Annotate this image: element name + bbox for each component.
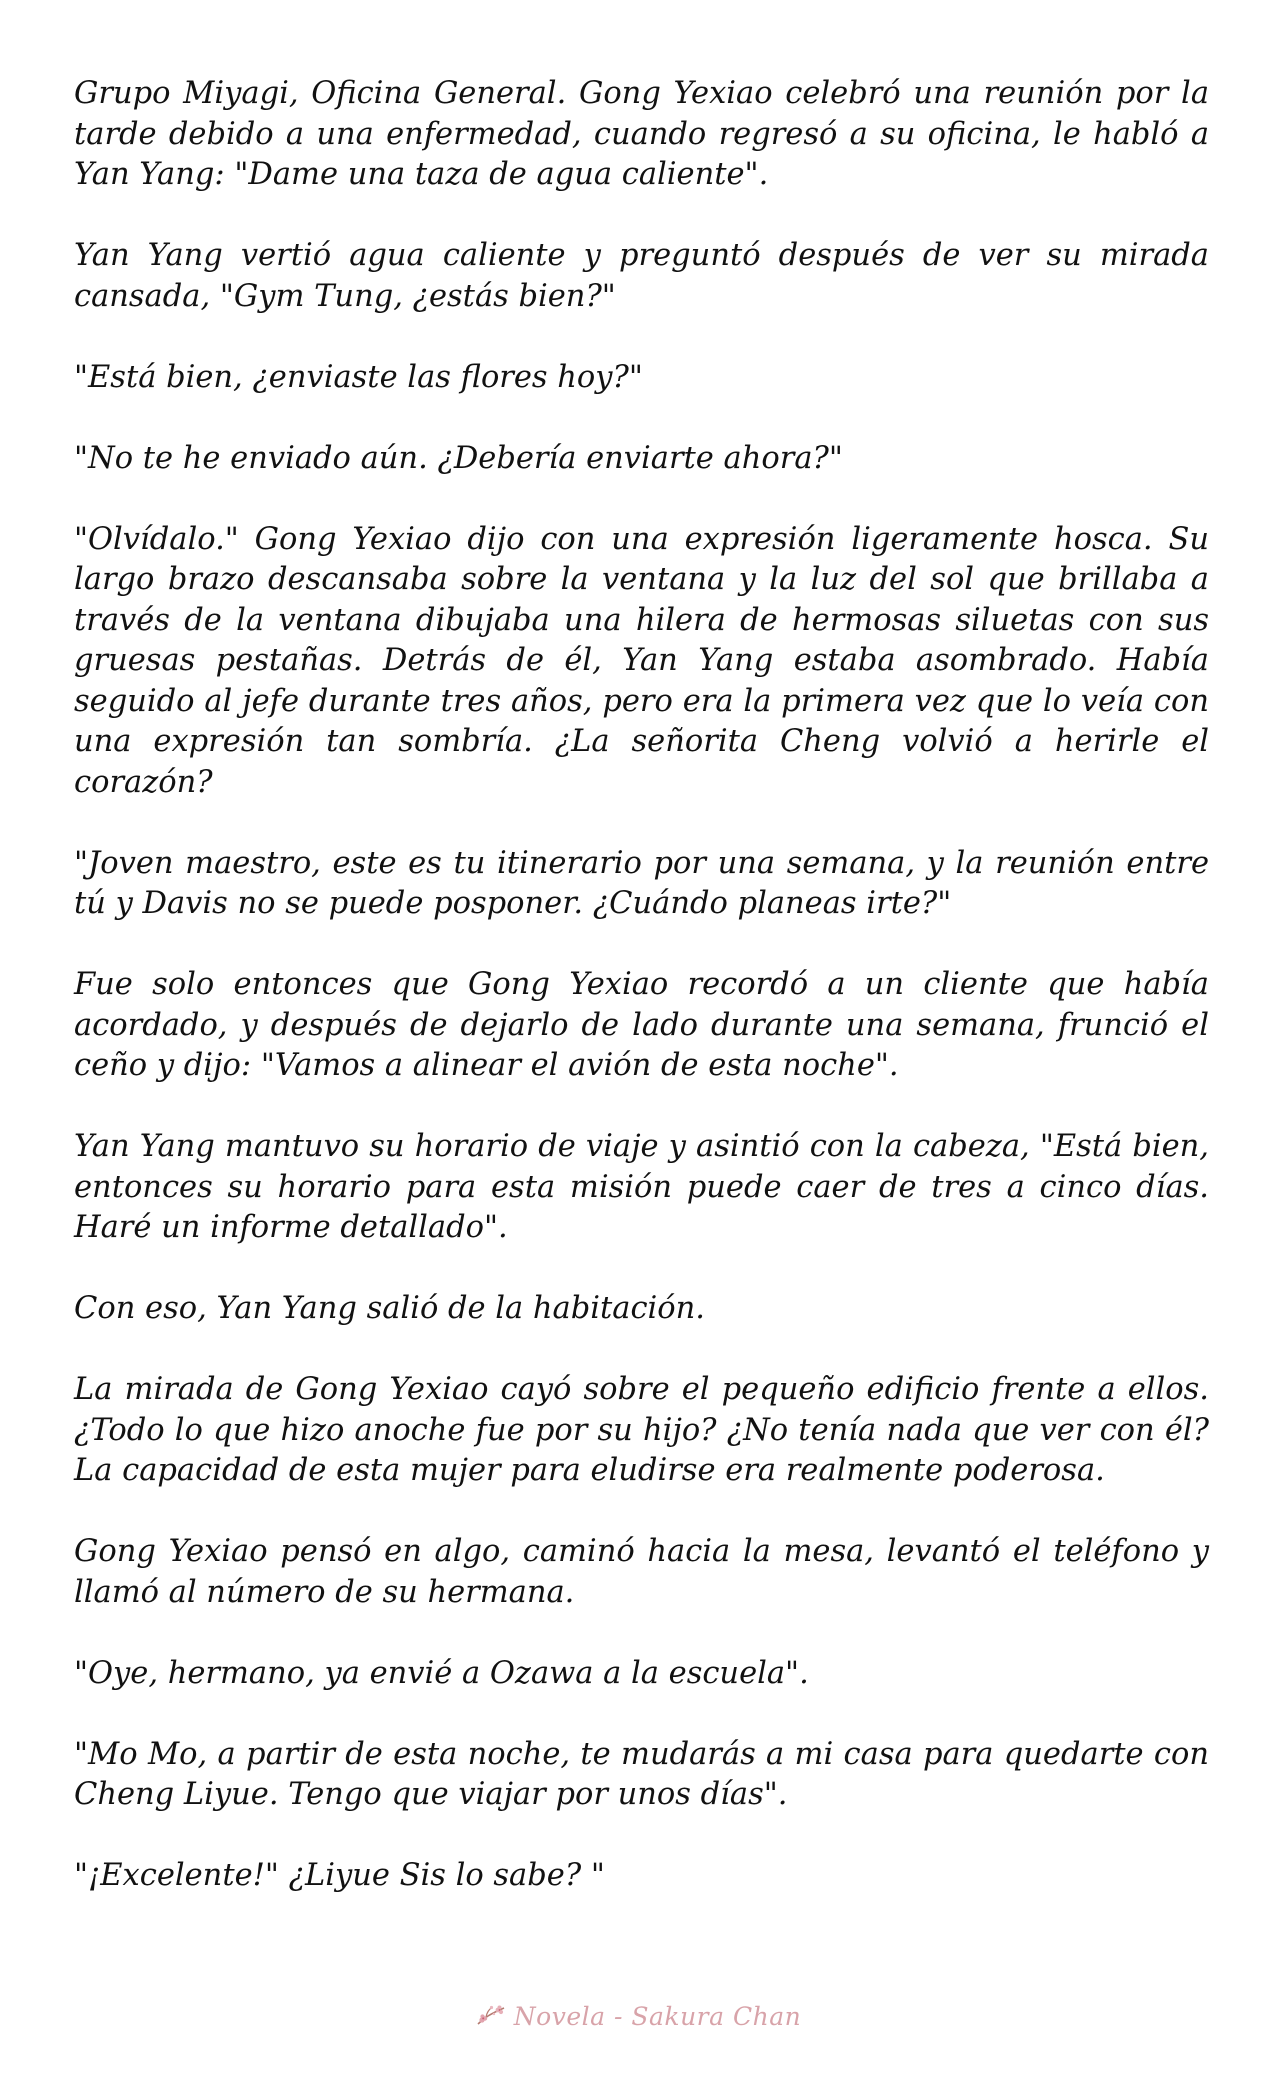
paragraph: "Joven maestro, este es tu itinerario por una semana, y la reunión entre tú y Davis no se puede posponer. ¿Cuándo planeas irte?": [74, 845, 1209, 921]
paragraph: Fue solo entonces que Gong Yexiao recordó a un cliente que había acordado, y después de dejarlo de lado durante una semana, frunció el ceño y dijo: "Vamos a alinear el avión de esta noche".: [74, 967, 1209, 1083]
paragraph: "No te he enviado aún. ¿Debería enviarte ahora?": [74, 440, 843, 476]
document-body: [74, 74, 1209, 1937]
paragraph: "Olvídalo." Gong Yexiao dijo con una expresión ligeramente hosca. Su largo brazo descansaba sobre la ventana y la luz del sol que brillaba a través de la ventana dibujaba una hilera de hermosas siluetas con sus gruesas pestañas. Detrás de él, Yan Yang estaba asombrado. Había seguido al jefe durante tres años, pero era la primera vez que lo veía con una expresión tan sombría. ¿La señorita Cheng volvió a herirle el corazón?: [74, 521, 1209, 800]
paragraph: Gong Yexiao pensó en algo, caminó hacia la mesa, levantó el teléfono y llamó al número de su hermana.: [74, 1534, 1209, 1610]
paragraph: Grupo Miyagi, Oficina General. Gong Yexiao celebró una reunión por la tarde debido a una enfermedad, cuando regresó a su oficina, le habló a Yan Yang: "Dame una taza de agua caliente".: [74, 76, 1209, 192]
footer-signature: [474, 2002, 801, 2031]
paragraph: "Mo Mo, a partir de esta noche, te mudarás a mi casa para quedarte con Cheng Liyue. Tengo que viajar por unos días".: [74, 1736, 1209, 1812]
paragraph: "Oye, hermano, ya envié a Ozawa a la escuela".: [74, 1655, 809, 1691]
footer-credit: Novela - Sakura Chan: [513, 2001, 802, 2031]
paragraph: Yan Yang vertió agua caliente y preguntó después de ver su mirada cansada, "Gym Tung, ¿estás bien?": [74, 238, 1209, 314]
cherry-blossom-icon: [474, 2002, 508, 2030]
paragraph: La mirada de Gong Yexiao cayó sobre el pequeño edificio frente a ellos. ¿Todo lo que hizo anoche fue por su hijo? ¿No tenía nada que ver con él? La capacidad de esta mujer para eludirse era realmente poderosa.: [74, 1372, 1209, 1488]
paragraph: "¡Excelente!" ¿Liyue Sis lo sabe? ": [74, 1858, 605, 1893]
paragraph: "Está bien, ¿enviaste las flores hoy?": [74, 359, 643, 395]
paragraph: Yan Yang mantuvo su horario de viaje y asintió con la cabeza, "Está bien, entonces su horario para esta misión puede caer de tres a cinco días. Haré un informe detallado".: [74, 1129, 1209, 1245]
page-footer: [0, 1996, 1275, 2036]
paragraph: Con eso, Yan Yang salió de la habitación.: [74, 1291, 705, 1326]
